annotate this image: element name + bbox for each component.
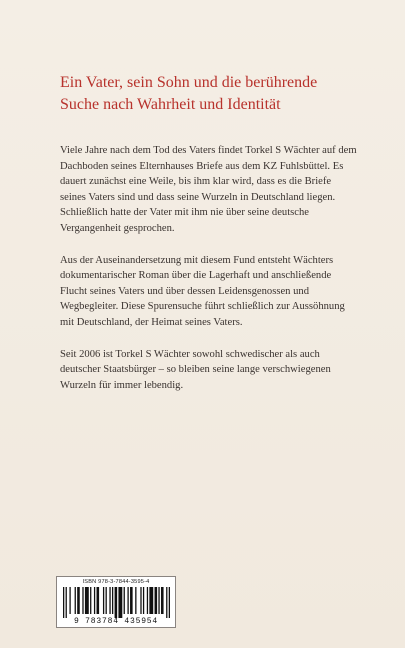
barcode-bar (109, 587, 110, 614)
blurb-paragraph-1: Viele Jahre nach dem Tod des Vaters findet Torkel S Wächter auf dem Dachboden seines Elternhauses Briefe aus dem KZ Fuhlsbüttel. Es dauert zunächst eine Weile, bis ihm klar wird, dass es die Briefe seines Vaters sind und dass seine Wurzeln in Deutschland liegen. Schließlich hatte der Vater mit ihm nie über seine deutsche Vergangenheit gesprochen. (60, 145, 357, 234)
barcode-bar (127, 587, 128, 614)
barcode-bar (94, 587, 95, 614)
barcode-bar (130, 587, 133, 614)
barcode-bar (82, 587, 83, 614)
barcode-bar (169, 587, 170, 618)
barcode-bar (75, 587, 76, 614)
barcode-bar (66, 587, 67, 618)
barcode-bar (140, 587, 141, 614)
isbn-barcode (56, 576, 176, 628)
barcode-bar (118, 587, 122, 618)
barcode-bar (63, 587, 64, 618)
barcode-bar (143, 587, 144, 614)
barcode-bar (155, 587, 158, 614)
isbn-label: ISBN 978-3-7844-3595-4 (82, 579, 150, 585)
barcode-bar (112, 587, 113, 614)
barcode-bar (147, 587, 148, 614)
barcode-bars-icon (63, 587, 170, 618)
barcode-bar (106, 587, 107, 614)
barcode-bar (158, 587, 159, 614)
barcode-bar (77, 587, 80, 614)
barcode-bar (90, 587, 91, 614)
barcode-bar (166, 587, 167, 618)
barcode-bar (85, 587, 89, 614)
barcode-bar (97, 587, 100, 614)
barcode-bar (115, 587, 118, 618)
barcode-bar (161, 587, 164, 614)
cover-headline: Ein Vater, sein Sohn und die berührende Suche nach Wahrheit und Identität (60, 74, 318, 113)
blurb-text (60, 143, 358, 409)
ean-digits: 9 783784 435954 (73, 617, 158, 626)
blurb-paragraph-2: Aus der Auseinandersetzung mit diesem Fund entsteht Wächters dokumentarischer Roman über die Lagerhaft und anschließende Flucht seines Vaters und über dessen Leidensgenossen und Wegbegleiter. Diese Spurensuche führt schließlich zur Aussöhnung mit Deutschland, der Heimat seines Vaters. (60, 254, 345, 328)
barcode-bar (103, 587, 104, 614)
barcode-bar (124, 587, 125, 614)
barcode-bar (69, 587, 70, 614)
barcode-bar (135, 587, 136, 614)
blurb-paragraph-3: Seit 2006 ist Torkel S Wächter sowohl schwedischer als auch deutscher Staatsbürger – so bleiben seine lange verschwiegenen Wurzeln für immer lebendig. (60, 348, 331, 391)
barcode-bar (149, 587, 153, 614)
